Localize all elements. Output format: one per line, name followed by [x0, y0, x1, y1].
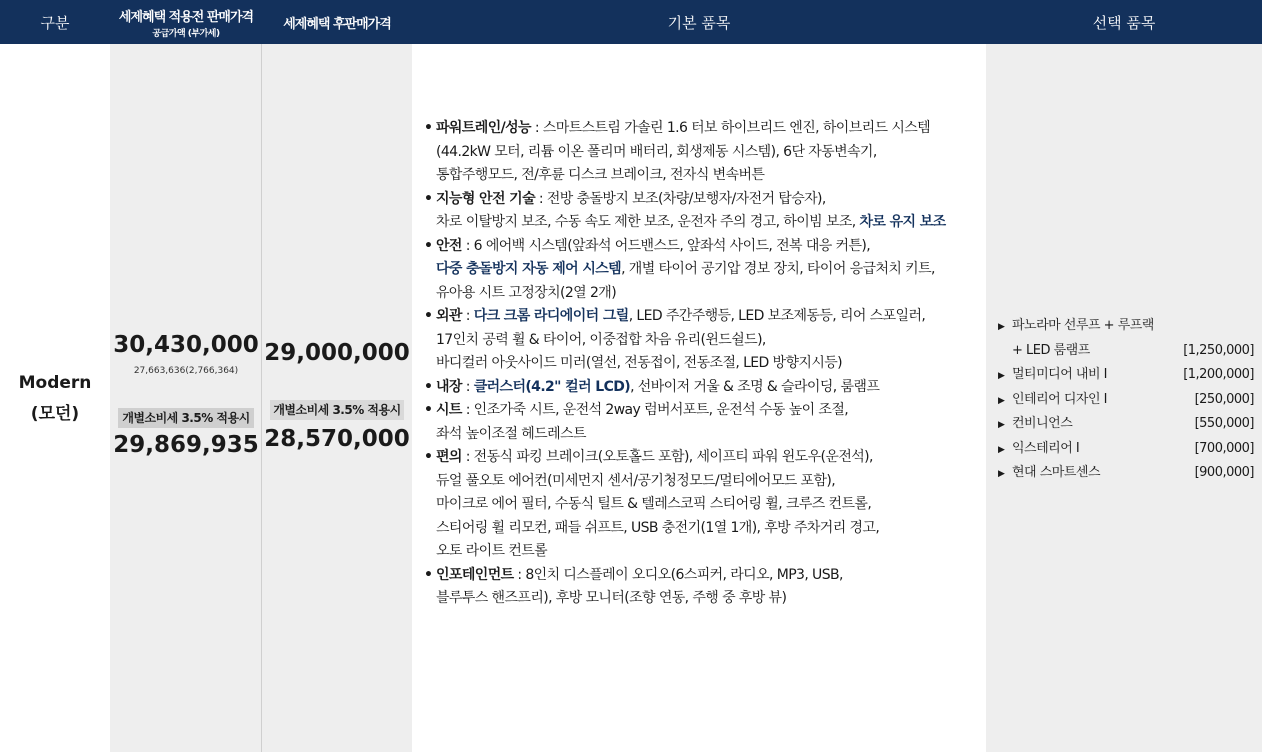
item-text: : 인조가죽 시트, 운전석 2way 럼버서포트, 운전석 수동 높이 조절, — [461, 402, 849, 418]
item-text: : 스마트스트림 가솔린 1.6 터보 하이브리드 엔진, 하이브리드 시스템 — [530, 120, 931, 136]
triangle-right-icon: ▶ — [998, 371, 1005, 381]
item-label: 지능형 안전 기술 — [436, 190, 536, 207]
item-text: : — [461, 308, 474, 324]
item-highlight: 다중 충돌방지 자동 제어 시스템 — [436, 261, 622, 277]
item-highlight: 다크 크롬 라디에이터 그릴 — [473, 308, 629, 324]
list-item — [424, 399, 980, 423]
option-price: [700,000] — [1194, 440, 1254, 456]
item-text: 블루투스 핸즈프리), 후방 모니터(조향 연동, 주행 중 후방 뷰) — [436, 590, 787, 606]
list-item — [424, 188, 980, 212]
list-item-cont — [424, 352, 980, 376]
header-category-label: 구분 — [40, 13, 70, 32]
item-label: 시트 — [436, 402, 462, 418]
option-item — [998, 437, 1254, 462]
bullet-icon: • — [424, 449, 433, 465]
list-item-cont — [424, 164, 980, 188]
item-text: 차로 이탈방지 보조, 수동 속도 제한 보조, 운전자 주의 경고, 하이빔 보조, — [436, 214, 860, 230]
table-header — [0, 0, 1262, 44]
options-list — [998, 314, 1254, 486]
bullet-icon: • — [424, 402, 433, 418]
list-item-cont — [424, 470, 980, 494]
item-text: (44.2kW 모터, 리튬 이온 폴리머 배터리, 회생제동 시스템), 6단 자동변속기, — [436, 143, 877, 160]
triangle-right-icon: ▶ — [998, 444, 1005, 455]
option-item — [998, 388, 1254, 413]
header-price-before — [110, 0, 262, 44]
item-text: 좌석 높이조절 헤드레스트 — [436, 425, 586, 442]
item-text: : 전방 충돌방지 보조(차량/보행자/자전거 탑승자), — [535, 190, 826, 207]
supply-price-value: 27,663,636(2,766,364) — [133, 366, 239, 376]
option-price: [900,000] — [1194, 465, 1254, 480]
tax-price-before: 29,869,935 — [113, 432, 259, 458]
item-text: 오토 라이트 컨트롤 — [436, 543, 548, 559]
option-label: + LED 룸램프 — [1012, 342, 1090, 358]
header-price-before-sub: 공급가액 (부가세) — [152, 28, 220, 39]
list-item-cont — [424, 141, 980, 165]
item-text: 마이크로 에어 필터, 수동식 틸트 & 텔레스코픽 스티어링 휠, 크루즈 컨트롤, — [436, 496, 872, 512]
option-label: 컨비니언스 — [1012, 416, 1073, 431]
bullet-icon: • — [424, 566, 433, 583]
basic-items-cell — [412, 44, 986, 752]
price-before-cell — [110, 44, 262, 752]
price-after-value: 29,000,000 — [264, 340, 410, 366]
tax-label-before: 개별소비세 3.5% 적용시 — [118, 408, 254, 428]
bullet-icon: • — [424, 120, 433, 136]
list-item-cont — [424, 211, 980, 235]
item-highlight: 차로 유지 보조 — [859, 214, 946, 230]
option-label: 파노라마 선루프 + 루프랙 — [1012, 318, 1154, 333]
item-text: : — [461, 378, 474, 395]
price-before-value: 30,430,000 — [113, 332, 259, 358]
option-label: 익스테리어 I — [1012, 440, 1080, 456]
list-item — [424, 564, 980, 588]
list-item-cont — [424, 329, 980, 353]
header-options — [986, 0, 1262, 44]
item-text: 스티어링 휠 리모컨, 패들 쉬프트, USB 충전기(1열 1개), 후방 주차거리 경고, — [436, 519, 880, 536]
basic-items-list — [424, 117, 980, 611]
trim-name-ko: (모던) — [30, 403, 80, 424]
item-text: 유아용 시트 고정장치(2열 2개) — [436, 284, 617, 301]
trim-cell — [0, 44, 110, 752]
triangle-right-icon: ▶ — [998, 395, 1005, 406]
bullet-icon: • — [424, 237, 433, 254]
list-item-cont — [424, 423, 980, 447]
list-item — [424, 446, 980, 470]
item-text: , 개별 타이어 공기압 경보 장치, 타이어 응급처치 키트, — [621, 261, 935, 277]
item-text: 17인치 공력 휠 & 타이어, 이중접합 차음 유리(윈드쉴드), — [436, 331, 766, 348]
option-item — [998, 314, 1254, 339]
options-cell — [986, 44, 1262, 752]
trim-name-en: Modern — [18, 372, 92, 393]
list-item — [424, 305, 980, 329]
option-price: [550,000] — [1194, 416, 1254, 431]
option-item — [998, 412, 1254, 437]
list-item-cont — [424, 258, 980, 282]
item-label: 인포테인먼트 — [436, 566, 514, 583]
item-text: 통합주행모드, 전/후륜 디스크 브레이크, 전자식 변속버튼 — [436, 167, 765, 183]
list-item-cont — [424, 493, 980, 517]
option-price: [250,000] — [1194, 391, 1254, 407]
list-item — [424, 376, 980, 400]
item-label: 안전 — [436, 237, 462, 254]
item-text: : 전동식 파킹 브레이크(오토홀드 포함), 세이프티 파워 윈도우(운전석), — [461, 449, 873, 465]
item-label: 외관 — [436, 308, 462, 324]
triangle-right-icon: ▶ — [998, 469, 1005, 479]
item-text: 듀얼 풀오토 에어컨(미세먼지 센서/공기청정모드/멀티에어모드 포함), — [436, 472, 836, 489]
item-highlight: 클러스터(4.2" 컬러 LCD) — [473, 378, 631, 395]
option-label: 현대 스마트센스 — [1012, 465, 1101, 480]
item-text: , LED 주간주행등, LED 보조제동등, 리어 스포일러, — [628, 308, 926, 324]
item-label: 편의 — [436, 449, 462, 465]
bullet-icon: • — [424, 378, 433, 395]
option-label: 인테리어 디자인 I — [1012, 391, 1108, 407]
header-price-after-label: 세제혜택 후판매가격 — [283, 16, 391, 32]
item-text: : 6 에어백 시스템(앞좌석 어드밴스드, 앞좌석 사이드, 전복 대응 커튼), — [461, 237, 871, 254]
option-item-cont — [998, 339, 1254, 364]
item-text: , 선바이저 거울 & 조명 & 슬라이딩, 룸램프 — [630, 378, 880, 395]
list-item — [424, 117, 980, 141]
option-price: [1,250,000] — [1183, 342, 1254, 358]
option-price: [1,200,000] — [1183, 367, 1254, 382]
item-label: 내장 — [436, 378, 462, 395]
header-price-before-label: 세제혜택 적용전 판매가격 — [118, 9, 254, 25]
list-item-cont — [424, 540, 980, 564]
item-text: : 8인치 디스플레이 오디오(6스피커, 라디오, MP3, USB, — [513, 566, 843, 583]
triangle-right-icon: ▶ — [998, 420, 1005, 430]
item-label: 파워트레인/성능 — [436, 120, 531, 136]
header-basic-items — [412, 0, 986, 44]
header-options-label: 선택 품목 — [1092, 13, 1156, 32]
option-item — [998, 363, 1254, 388]
list-item-cont — [424, 517, 980, 541]
list-item-cont — [424, 587, 980, 611]
list-item — [424, 235, 980, 259]
header-basic-items-label: 기본 품목 — [667, 13, 731, 32]
bullet-icon: • — [424, 308, 433, 324]
option-label: 멀티미디어 내비 I — [1012, 367, 1108, 382]
option-item — [998, 461, 1254, 486]
bullet-icon: • — [424, 190, 433, 207]
item-text: 바디컬러 아웃사이드 미러(열선, 전동접이, 전동조절, LED 방향지시등) — [436, 355, 843, 371]
triangle-right-icon: ▶ — [998, 322, 1005, 332]
list-item-cont — [424, 282, 980, 306]
price-after-cell — [262, 44, 412, 752]
tax-label-after: 개별소비세 3.5% 적용시 — [270, 400, 404, 420]
tax-price-after: 28,570,000 — [264, 426, 410, 452]
header-category — [0, 0, 110, 44]
header-price-after — [262, 0, 412, 44]
